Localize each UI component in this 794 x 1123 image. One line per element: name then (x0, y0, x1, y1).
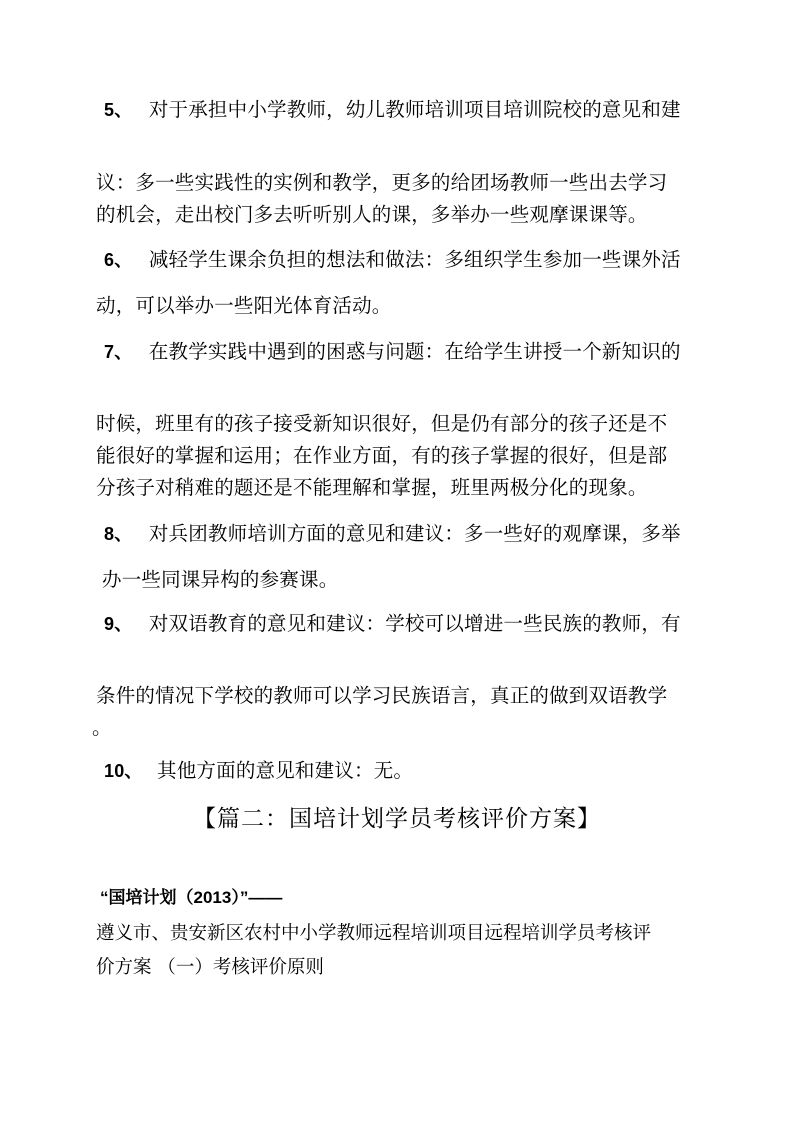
item-9-line-3: 。 (92, 716, 112, 739)
item-8-text-1: 对兵团教师培训方面的意见和建议：多一些好的观摩课，多举 (148, 522, 681, 545)
plan-title-line (100, 886, 282, 910)
item-6-line-2: 动，可以举办一些阳光体育活动。 (96, 294, 392, 317)
item-6-number: 6、 (104, 250, 133, 270)
plan-title-year: 2013 (193, 888, 232, 907)
item-5-line-3: 的机会，走出校门多去听听别人的课，多举办一些观摩课课等。 (96, 203, 648, 226)
item-10-text-1: 其他方面的意见和建议：无。 (157, 759, 414, 782)
plan-line-2: 遵义市、贵安新区农村中小学教师远程培训项目远程培训学员考核评 (96, 923, 652, 944)
item-8-line-1 (104, 522, 681, 546)
item-5-number: 5、 (104, 100, 133, 120)
item-7-line-1 (104, 340, 681, 364)
plan-title-open: “国培计划（ (100, 888, 194, 907)
item-9-number: 9、 (104, 614, 133, 634)
item-7-line-4: 分孩子对稍难的题还是不能理解和掌握，班里两极分化的现象。 (96, 476, 648, 499)
item-5-text-1: 对于承担中小学教师，幼儿教师培训项目培训院校的意见和建 (148, 98, 681, 121)
section-heading: 【篇二：国培计划学员考核评价方案】 (193, 806, 601, 832)
item-10-number: 10、 (104, 761, 143, 781)
item-8-line-2: 办一些同课异构的参赛课。 (102, 568, 339, 591)
item-8-number: 8、 (104, 524, 133, 544)
item-5-line-1 (104, 98, 681, 122)
item-7-number: 7、 (104, 342, 133, 362)
item-7-text-1: 在教学实践中遇到的困惑与问题：在给学生讲授一个新知识的 (148, 340, 681, 363)
item-5-line-2: 议：多一些实践性的实例和教学，更多的给团场教师一些出去学习 (96, 171, 668, 194)
item-7-line-2: 时候，班里有的孩子接受新知识很好，但是仍有部分的孩子还是不 (96, 412, 668, 435)
plan-line-3: 价方案 （一）考核评价原则 (96, 957, 324, 978)
item-9-line-1 (104, 612, 681, 636)
plan-title-close: ）”—— (231, 888, 283, 907)
item-9-text-1: 对双语教育的意见和建议：学校可以增进一些民族的教师，有 (148, 612, 681, 635)
item-9-line-2: 条件的情况下学校的教师可以学习民族语言，真正的做到双语教学 (96, 684, 668, 707)
item-7-line-3: 能很好的掌握和运用；在作业方面，有的孩子掌握的很好，但是部 (96, 444, 668, 467)
item-10-line-1 (104, 759, 413, 783)
item-6-text-1: 减轻学生课余负担的想法和做法：多组织学生参加一些课外活 (148, 248, 681, 271)
item-6-line-1 (104, 248, 681, 272)
